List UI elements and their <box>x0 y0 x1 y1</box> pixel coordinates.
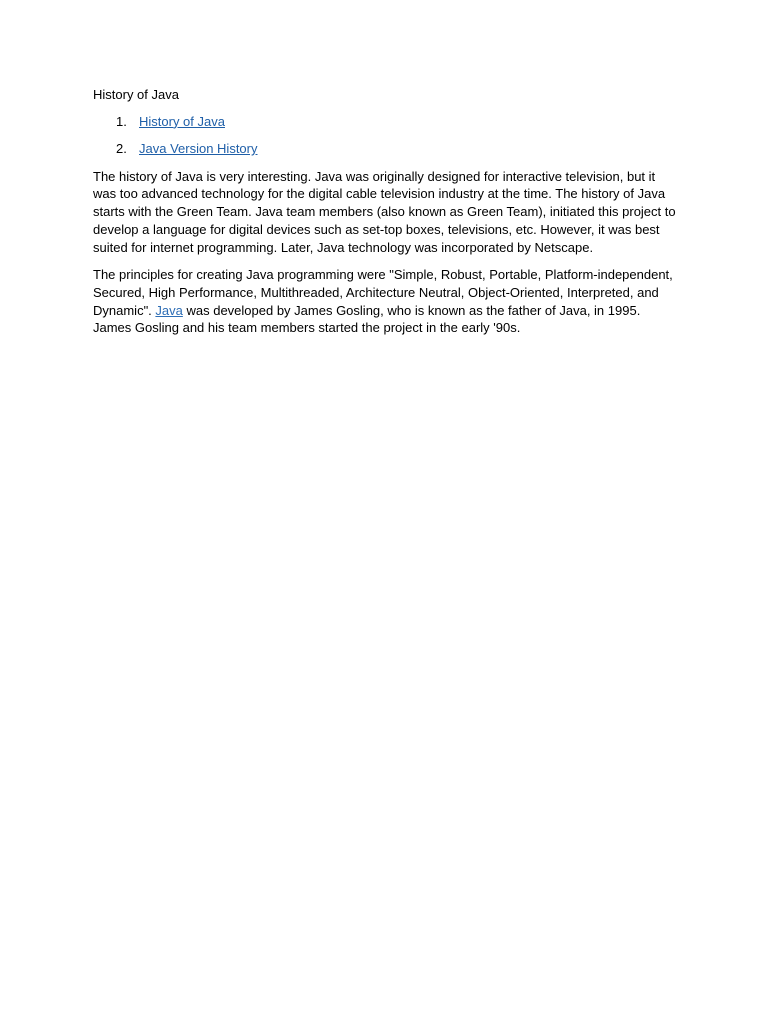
document-heading: History of Java <box>93 87 179 102</box>
toc-item <box>93 140 679 158</box>
paragraph-principles-text: The principles for creating Java programming were "Simple, Robust, Portable, Platform-independent, Secured, High Performance, Multithreaded, Architecture Neutral, Object-Oriented, Interpreted, and Dynamic". <box>93 267 673 318</box>
document-page <box>93 86 679 347</box>
toc-link-history-of-java[interactable]: History of Java <box>139 113 225 129</box>
table-of-contents <box>93 113 679 158</box>
paragraph-history: The history of Java is very interesting. Java was originally designed for interactive television, but it was too advanced technology for the digital cable television industry at the time. The history of Java starts with the Green Team. Java team members (also known as Green Team), initiated this project to develop a language for digital devices such as set-top boxes, televisions, etc. However, it was best suited for internet programming. Later, Java technology was incorporated by Netscape. <box>93 168 676 255</box>
toc-item <box>93 113 679 131</box>
toc-link-java-version-history[interactable]: Java Version History <box>139 141 258 157</box>
paragraph-principles <box>93 266 679 337</box>
toc-item-number: 1. <box>116 113 127 129</box>
toc-item-number: 2. <box>116 141 127 157</box>
paragraph-principles-text-end: was developed by James Gosling, who is known as the father of Java, in 1995. James Gosling and his team members started the project in the early '90s. <box>93 302 641 336</box>
java-link[interactable]: Java <box>155 302 183 318</box>
